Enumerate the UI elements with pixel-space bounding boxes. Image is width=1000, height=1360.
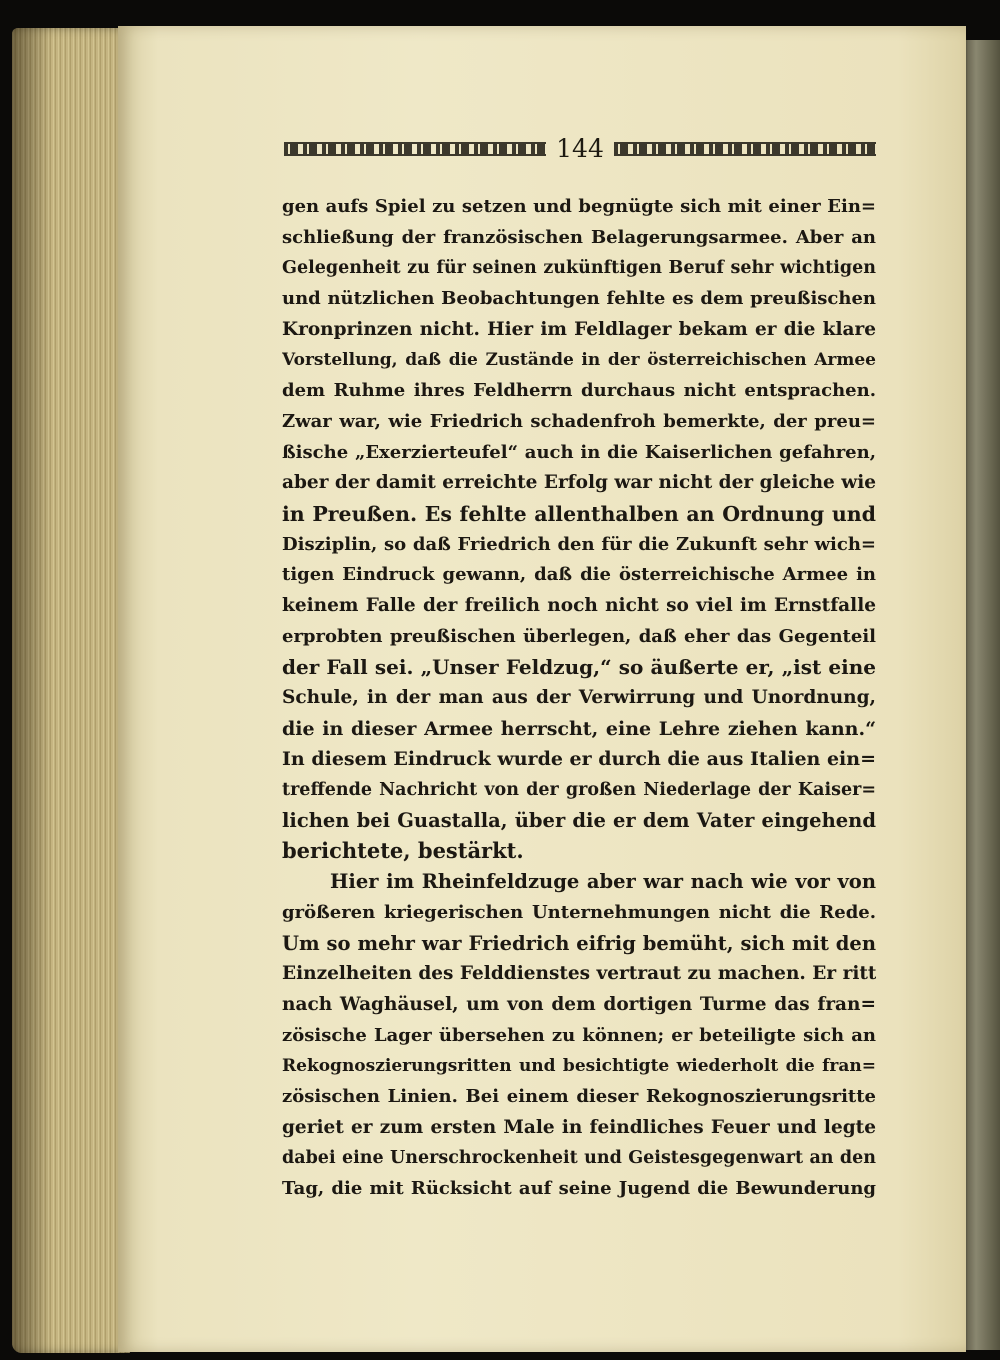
page-edges-shadow bbox=[12, 28, 52, 1353]
text-line: zösischen Linien. Bei einem dieser Rekognoszierungsritte bbox=[282, 1085, 876, 1107]
text-line: die in dieser Armee herrscht, eine Lehre ziehen kann.“ bbox=[282, 717, 876, 740]
text-line: gen aufs Spiel zu setzen und begnügte sich mit einer Ein= bbox=[282, 196, 876, 217]
text-line: schließung der französischen Belagerungsarmee. Aber an bbox=[282, 226, 876, 248]
text-line: Vorstellung, daß die Zustände in der österreichischen Armee bbox=[282, 350, 876, 371]
text-line: Kronprinzen nicht. Hier im Feldlager bekam er die klare bbox=[282, 318, 876, 340]
page-number: 144 bbox=[556, 134, 604, 163]
text-line: erprobten preußischen überlegen, daß eher das Gegenteil bbox=[282, 625, 876, 647]
text-line: und nützlichen Beobachtungen fehlte es dem preußischen bbox=[282, 288, 876, 310]
text-line: In diesem Eindruck wurde er durch die aus Italien ein= bbox=[282, 748, 876, 771]
text-line: aber der damit erreichte Erfolg war nicht der gleiche wie bbox=[282, 472, 876, 494]
text-line: größeren kriegerischen Unternehmungen nicht die Rede. bbox=[282, 901, 876, 923]
text-line: Um so mehr war Friedrich eifrig bemüht, sich mit den bbox=[282, 931, 876, 955]
paragraph-end-line: berichtete, bestärkt. bbox=[282, 838, 524, 864]
text-line: dem Ruhme ihres Feldherrn durchaus nicht entsprachen. bbox=[282, 380, 876, 402]
ornament-left bbox=[284, 142, 546, 156]
text-line: ßische „Exerzierteufel“ auch in die Kaiserlichen gefahren, bbox=[282, 441, 876, 463]
text-line: Zwar war, wie Friedrich schadenfroh bemerkte, der preu= bbox=[282, 410, 876, 432]
text-line: lichen bei Guastalla, über die er dem Vater eingehend bbox=[282, 808, 876, 832]
text-line: in Preußen. Es fehlte allenthalben an Ordnung und bbox=[282, 501, 876, 526]
text-line: Gelegenheit zu für seinen zukünftigen Beruf sehr wichtigen bbox=[282, 258, 876, 279]
text-line: Disziplin, so daß Friedrich den für die Zukunft sehr wich= bbox=[282, 533, 876, 555]
ornament-right bbox=[614, 142, 876, 156]
text-line: dabei eine Unerschrockenheit und Geistesgegenwart an den bbox=[282, 1148, 876, 1169]
facing-page-edge bbox=[962, 40, 1000, 1350]
text-line: treffende Nachricht von der großen Niederlage der Kaiser= bbox=[282, 780, 876, 801]
page-header bbox=[284, 132, 876, 166]
text-line: Rekognoszierungsritten und besichtigte wiederholt die fran= bbox=[282, 1056, 876, 1077]
text-line: der Fall sei. „Unser Feldzug,“ so äußerte er, „ist eine bbox=[282, 655, 876, 680]
text-line: Einzelheiten des Felddienstes vertraut zu machen. Er ritt bbox=[282, 963, 876, 985]
text-line: keinem Falle der freilich noch nicht so viel im Ernstfalle bbox=[282, 594, 876, 616]
text-line: tigen Eindruck gewann, daß die österreichische Armee in bbox=[282, 564, 876, 586]
text-line: nach Waghäusel, um von dem dortigen Turme das fran= bbox=[282, 993, 876, 1015]
text-line: Schule, in der man aus der Verwirrung und Unordnung, bbox=[282, 687, 876, 708]
text-line: geriet er zum ersten Male in feindliches Feuer und legte bbox=[282, 1116, 876, 1138]
text-line: zösische Lager übersehen zu können; er beteiligte sich an bbox=[282, 1024, 876, 1046]
paragraph-start-line: Hier im Rheinfeldzuge aber war nach wie vor von bbox=[330, 870, 876, 894]
body-text bbox=[282, 192, 876, 1205]
text-line: Tag, die mit Rücksicht auf seine Jugend die Bewunderung bbox=[282, 1178, 876, 1199]
